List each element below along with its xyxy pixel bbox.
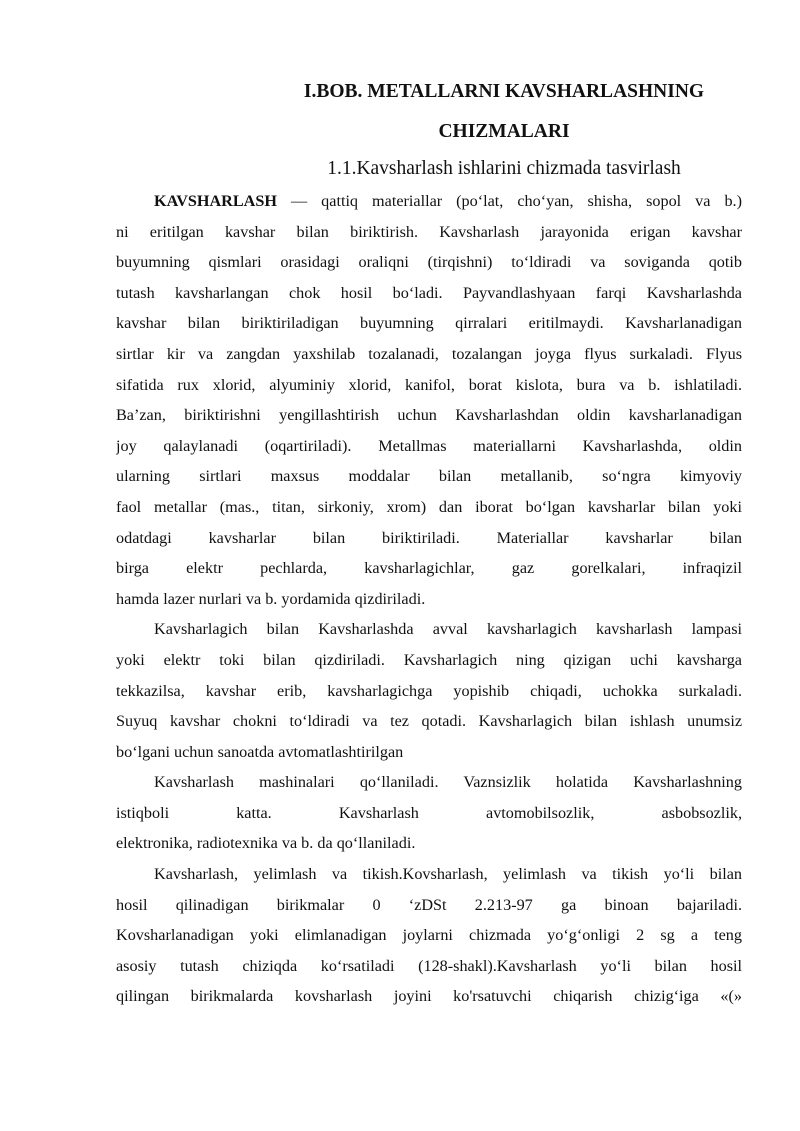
paragraph-line: sifatida rux xlorid, alyuminiy xlorid, kanifol, borat kislota, bura va b. ishlatiladi.: [116, 375, 742, 394]
paragraph-line: joy qalaylanadi (oqartiriladi). Metallmas materiallarni Kavsharlashda, oldin: [116, 436, 742, 455]
paragraph-line: asosiy tutash chiziqda ko‘rsatiladi (128-shakl).Kavsharlash yo‘li bilan hosil: [116, 956, 742, 975]
paragraph-line: tekkazilsa, kavshar erib, kavsharlagichga yopishib chiqadi, uchokka surkaladi.: [116, 681, 742, 700]
paragraph-line: sirtlar kir va zangdan yaxshilab tozalanadi, tozalangan joyga flyus surkaladi. Flyus: [116, 344, 742, 363]
paragraph-line: Kavsharlash, yelimlash va tikish.Kovsharlash, yelimlash va tikish yo‘li bilan: [154, 865, 742, 884]
paragraph-1: [116, 186, 742, 614]
paragraph-line: ularning sirtlari maxsus moddalar bilan metallanib, so‘ngra kimyoviy: [116, 467, 742, 486]
chapter-title-line-2: CHIZMALARI: [438, 121, 570, 142]
paragraph-3: [116, 767, 742, 859]
section-title: 1.1.Kavsharlash ishlarini chizmada tasvirlash: [327, 158, 681, 179]
chapter-title-line-1: I.BOB. METALLARNI KAVSHARLASHNING: [303, 81, 705, 102]
paragraph-line: Kavsharlash mashinalari qo‘llaniladi. Vaznsizlik holatida Kavsharlashning: [154, 773, 742, 792]
paragraph-line: bo‘lgani uchun sanoatda avtomatlashtirilgan: [116, 742, 404, 761]
paragraph-line: elektronika, radiotexnika va b. da qo‘llaniladi.: [116, 834, 416, 853]
paragraph-line: hosil qilinadigan birikmalar 0 ‘zDSt 2.213-97 ga binoan bajariladi.: [116, 895, 742, 914]
paragraph-line: buyumning qismlari orasidagi oraliqni (tirqishni) to‘ldiradi va soviganda qotib: [116, 253, 742, 272]
paragraph-line: ni eritilgan kavshar bilan biriktirish. Kavsharlash jarayonida erigan kavshar: [116, 222, 742, 241]
paragraph-line: kavshar bilan biriktiriladigan buyumning qirralari eritilmaydi. Kavsharlanadigan: [116, 314, 742, 333]
paragraph-line: yoki elektr toki bilan qizdiriladi. Kavsharlagich ning qizigan uchi kavsharga: [116, 650, 742, 669]
paragraph-line: Kovsharlanadigan yoki elimlanadigan joylarni chizmada yo‘g‘onligi 2 sg a teng: [116, 926, 742, 945]
paragraph-line: odatdagi kavsharlar bilan biriktiriladi. Materiallar kavsharlar bilan: [116, 528, 742, 547]
paragraph-line: hamda lazer nurlari va b. yordamida qizdiriladi.: [116, 589, 426, 608]
defined-term: KAVSHARLASH: [154, 192, 277, 210]
paragraph-line: birga elektr pechlarda, kavsharlagichlar, gaz gorelkalari, infraqizil: [116, 559, 742, 578]
paragraph-line: Kavsharlagich bilan Kavsharlashda avval kavsharlagich kavsharlash lampasi: [154, 620, 742, 639]
paragraph-line: faol metallar (mas., titan, sirkoniy, xrom) dan iborat bo‘lgan kavsharlar bilan yoki: [116, 497, 742, 516]
document-page: [116, 72, 742, 1012]
paragraph-line: istiqboli katta. Kavsharlash avtomobilsozlik, asbobsozlik,: [116, 803, 742, 822]
paragraph-line: qilingan birikmalarda kovsharlash joyini ko'rsatuvchi chiqarish chizig‘iga «(»: [116, 987, 742, 1006]
paragraph-line: Ba’zan, biriktirishni yengillashtirish uchun Kavsharlashdan oldin kavsharlanadigan: [116, 406, 742, 425]
paragraph-4: [116, 859, 742, 1012]
paragraph-line: KAVSHARLASH — qattiq materiallar (po‘lat, cho‘yan, shisha, sopol va b.): [154, 192, 742, 210]
paragraph-2: [116, 614, 742, 767]
paragraph-line: Suyuq kavshar chokni to‘ldiradi va tez qotadi. Kavsharlagich bilan ishlash unumsiz: [116, 712, 742, 731]
paragraph-line: tutash kavsharlangan chok hosil bo‘ladi. Payvandlashyaan farqi Kavsharlashda: [116, 283, 742, 302]
